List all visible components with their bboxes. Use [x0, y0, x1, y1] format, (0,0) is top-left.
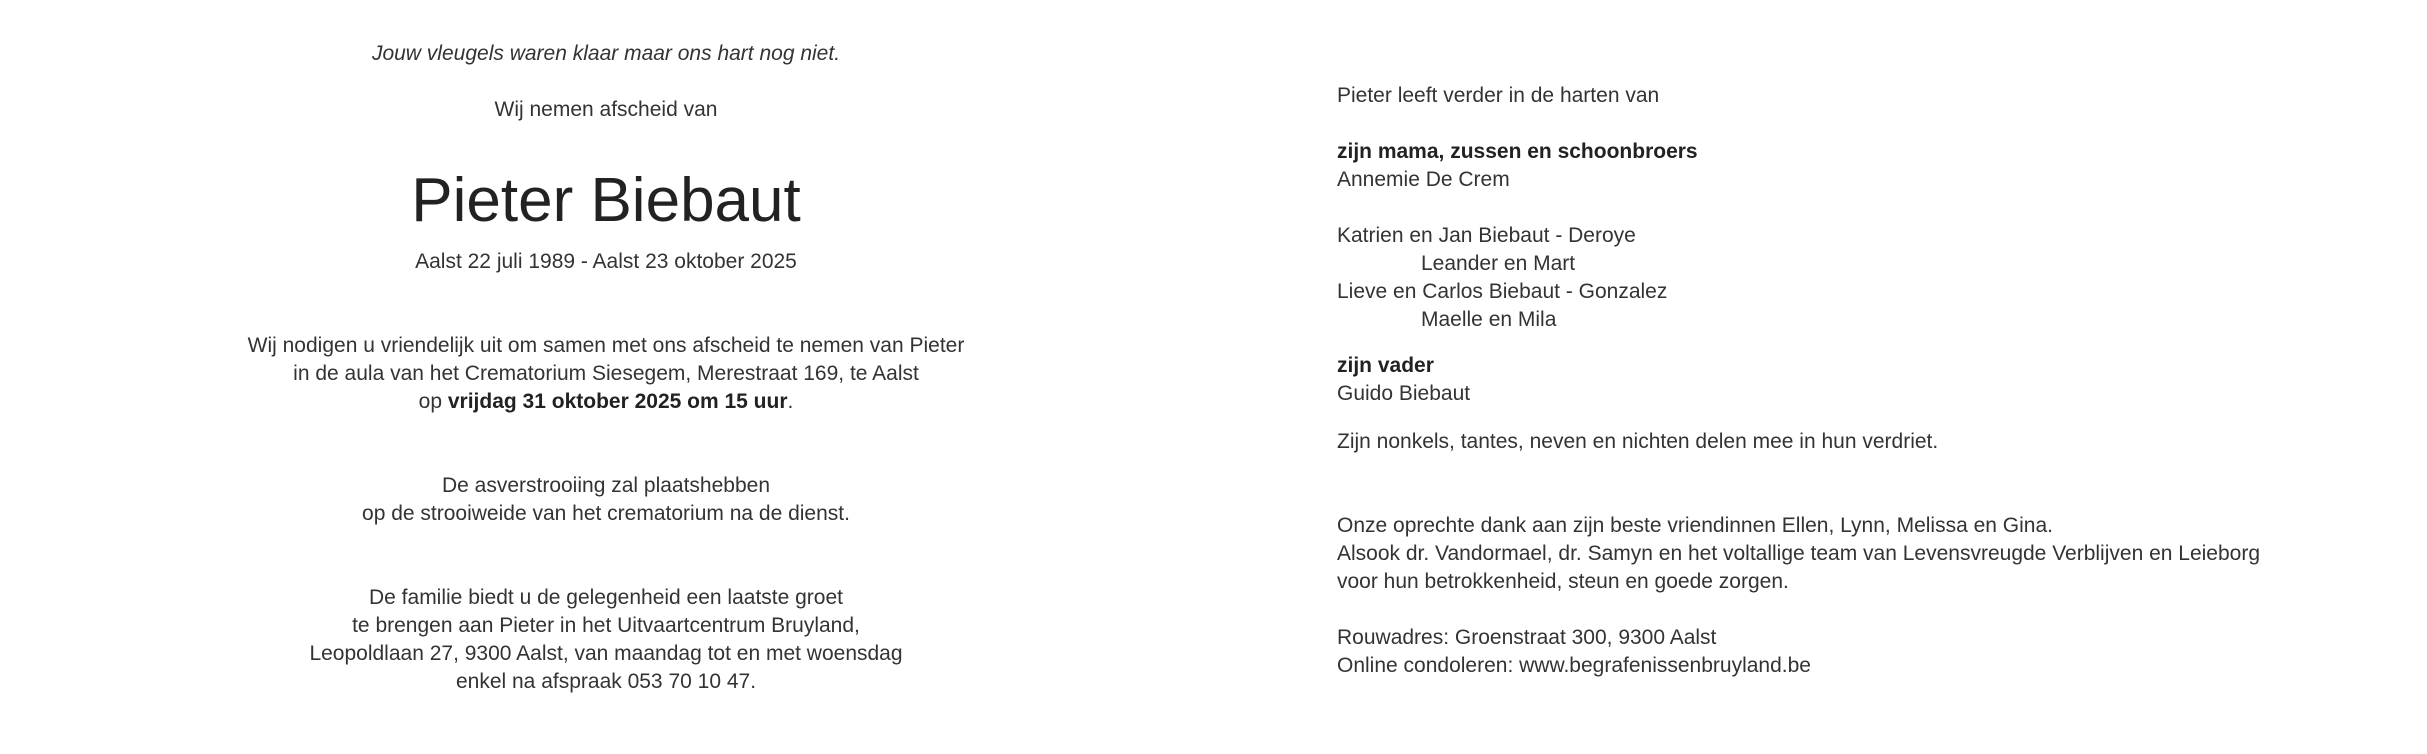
- thanks-block: [1337, 512, 2397, 596]
- ceremony-datetime: vrijdag 31 oktober 2025 om 15 uur: [447, 390, 788, 413]
- invite-line-2: in de aula van het Crematorium Siesegem, Merestraat 169, te Aalst: [293, 362, 919, 385]
- visitation-info: [150, 584, 1062, 696]
- sister-1-children: Leander en Mart: [1421, 252, 1576, 275]
- ash-scattering: [150, 472, 1062, 528]
- visit-line-2: te brengen aan Pieter in het Uitvaartcentrum Bruyland,: [352, 614, 860, 637]
- others-text: Zijn nonkels, tantes, neven en nichten delen mee in hun verdriet.: [1337, 430, 1939, 453]
- sister-1: Katrien en Jan Biebaut - Deroye: [1337, 224, 1636, 247]
- invite-suffix: .: [787, 390, 794, 413]
- scatter-line-2: op de strooiweide van het crematorium na de dienst.: [362, 502, 850, 525]
- contact-block: [1337, 624, 2397, 680]
- deceased-name: Pieter Biebaut: [411, 166, 801, 235]
- sister-2-children: Maelle en Mila: [1421, 308, 1557, 331]
- invite-prefix: op: [418, 390, 448, 413]
- mother-block: [1337, 138, 2397, 194]
- scatter-line-1: De asverstrooiing zal plaatshebben: [441, 474, 771, 497]
- invite-line-3: [150, 388, 1062, 416]
- visit-line-1: De familie biedt u de gelegenheid een laatste groet: [369, 586, 843, 609]
- mourning-address: Rouwadres: Groenstraat 300, 9300 Aalst: [1337, 626, 1717, 649]
- thanks-line-3: voor hun betrokkenheid, steun en goede zorgen.: [1337, 570, 1789, 593]
- sisters-block: [1337, 222, 2397, 334]
- mother-heading: zijn mama, zussen en schoonbroers: [1337, 140, 1698, 163]
- father-heading: zijn vader: [1337, 354, 1434, 377]
- mother-name: Annemie De Crem: [1337, 168, 1510, 191]
- intro-text: Pieter leeft verder in de harten van: [1337, 84, 1660, 107]
- visit-line-3: Leopoldlaan 27, 9300 Aalst, van maandag tot en met woensdag: [309, 642, 903, 665]
- life-dates: Aalst 22 juli 1989 - Aalst 23 oktober 2025: [415, 250, 797, 273]
- thanks-line-2: Alsook dr. Vandormael, dr. Samyn en het voltallige team van Levensvreugde Verblijven en Leieborg: [1337, 542, 2261, 565]
- ceremony-invitation: [150, 332, 1062, 416]
- others-block: [1337, 428, 2397, 456]
- thanks-line-1: Onze oprechte dank aan zijn beste vriendinnen Ellen, Lynn, Melissa en Gina.: [1337, 514, 2053, 537]
- quote: Jouw vleugels waren klaar maar ons hart nog niet.: [371, 42, 841, 65]
- father-name: Guido Biebaut: [1337, 382, 1471, 405]
- farewell-text: Wij nemen afscheid van: [494, 98, 718, 121]
- visit-line-4: enkel na afspraak 053 70 10 47.: [455, 670, 757, 693]
- intro-block: [1337, 82, 2397, 110]
- sister-2: Lieve en Carlos Biebaut - Gonzalez: [1337, 280, 1668, 303]
- invite-line-1: Wij nodigen u vriendelijk uit om samen met ons afscheid te nemen van Pieter: [247, 334, 965, 357]
- online-condolences: Online condoleren: www.begrafenissenbruyland.be: [1337, 654, 1811, 677]
- father-block: [1337, 352, 2397, 408]
